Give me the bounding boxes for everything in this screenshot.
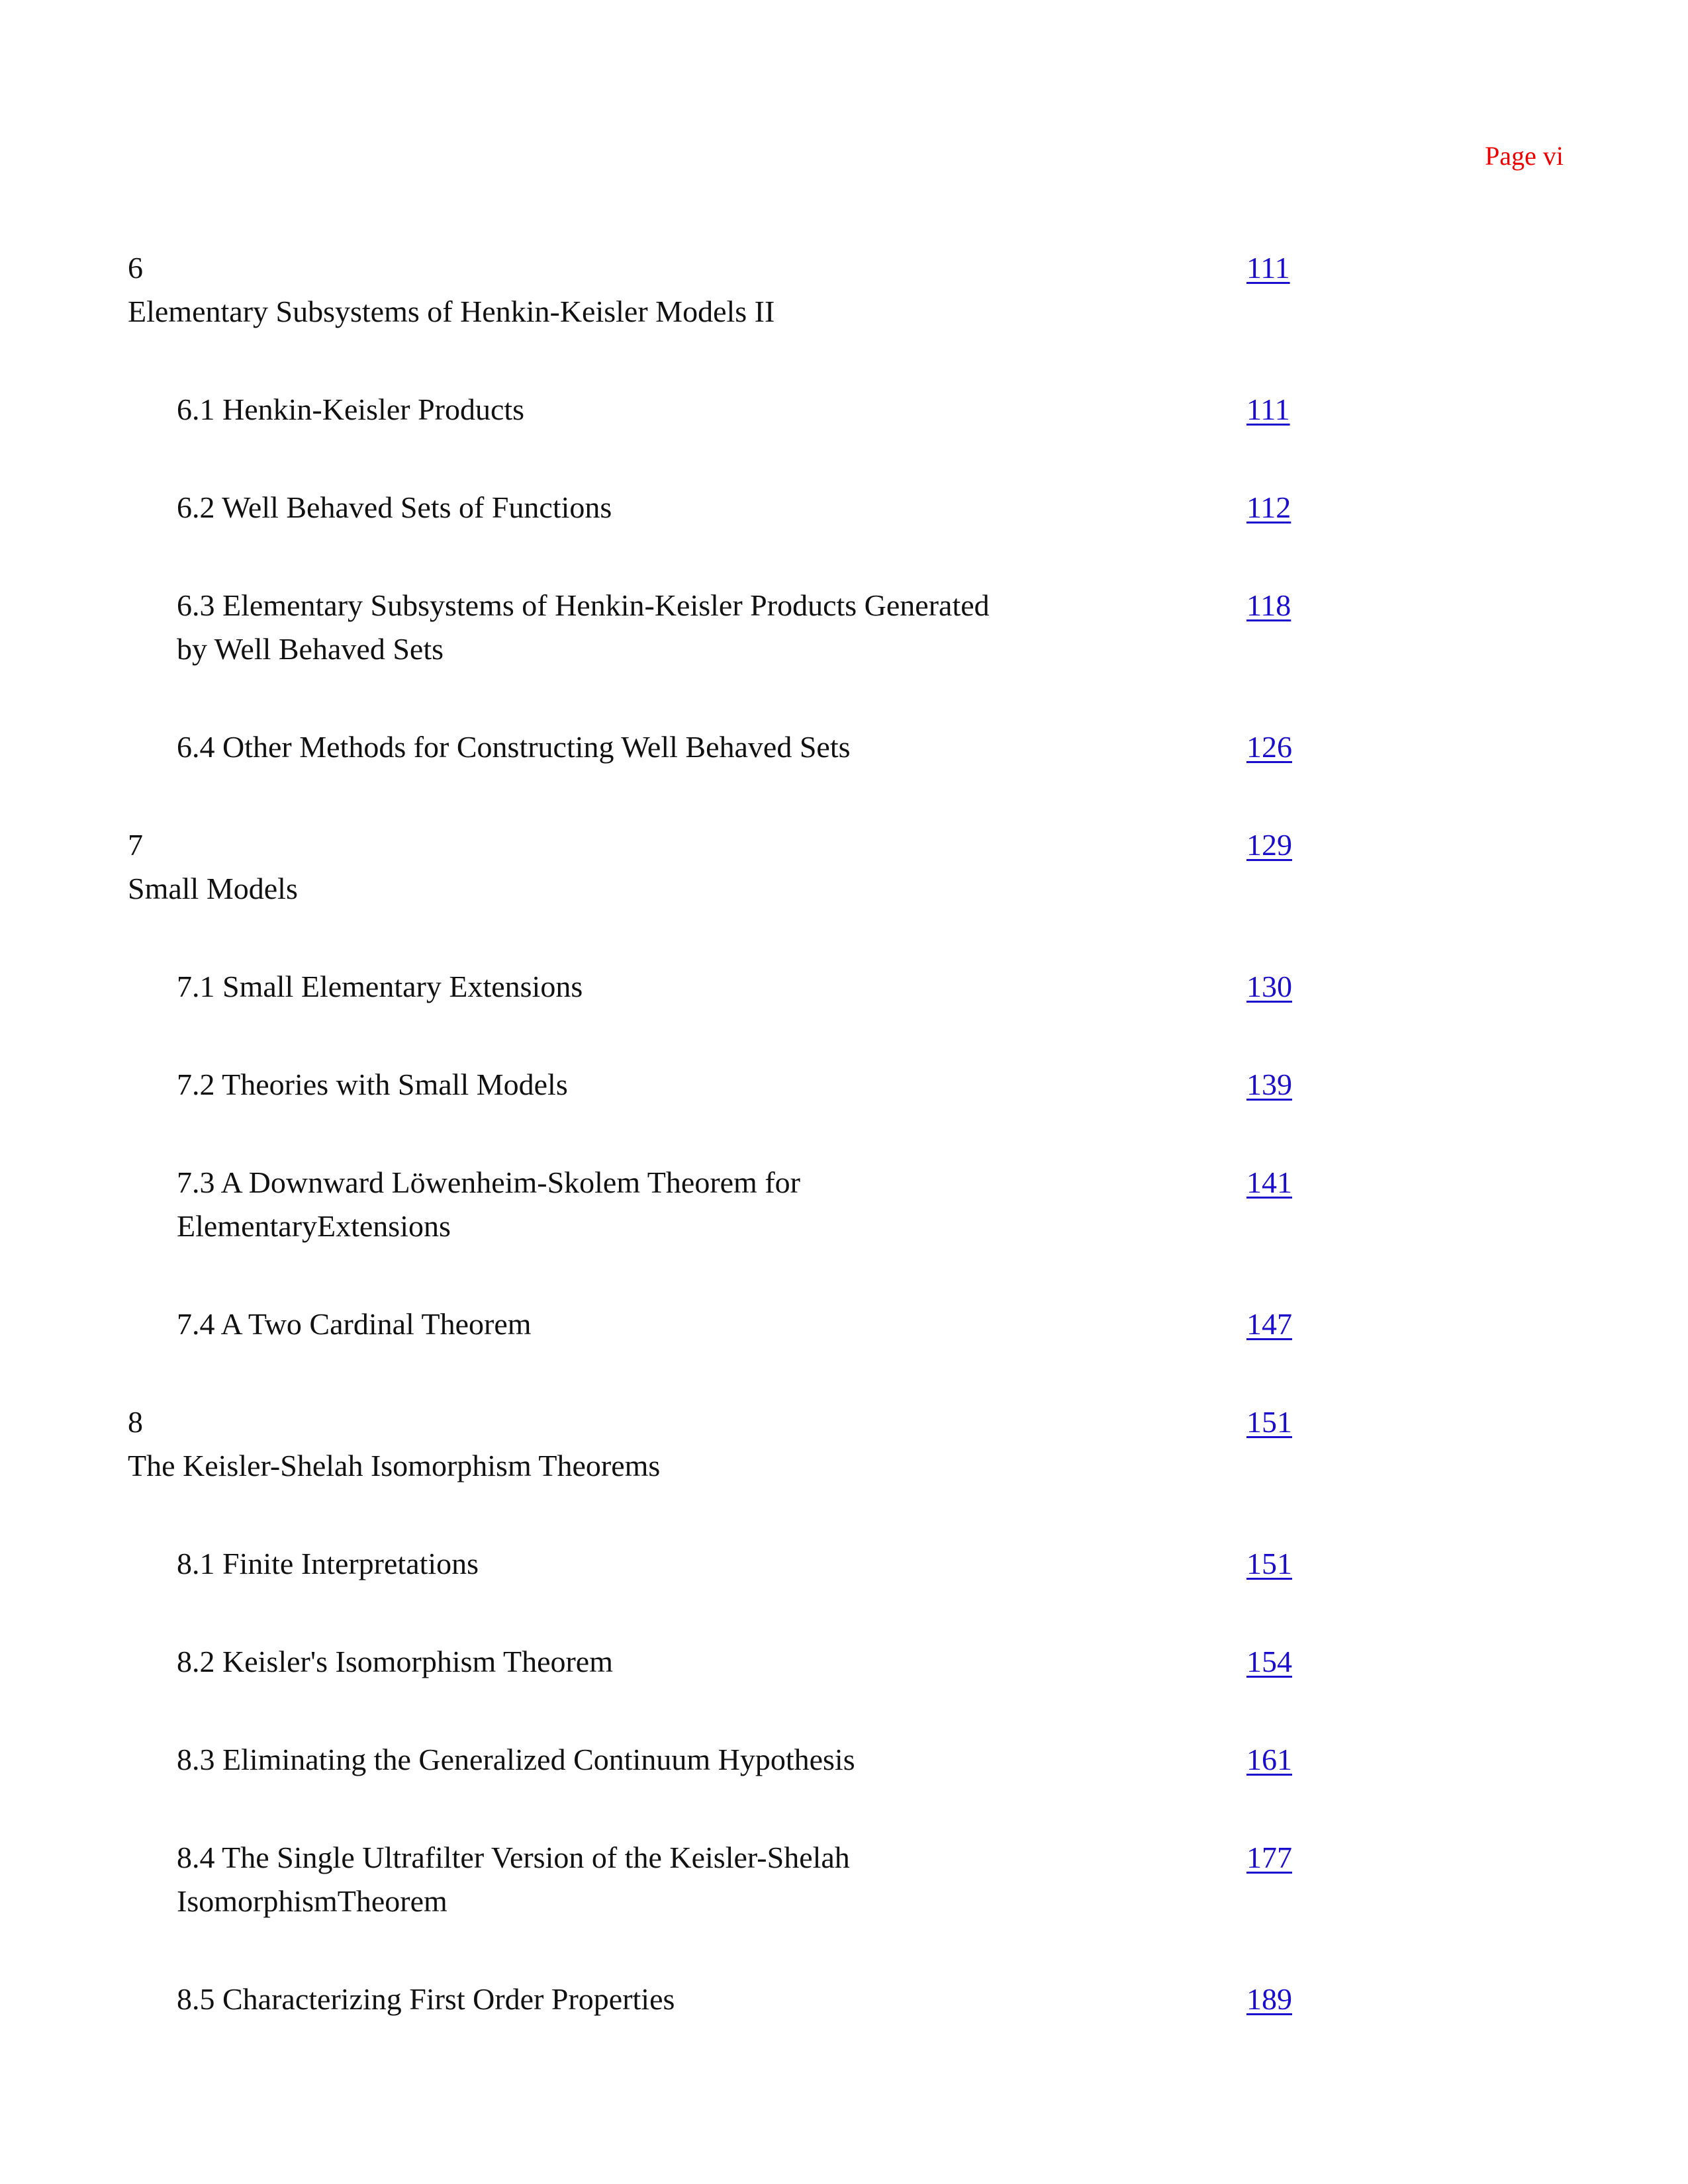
section-title: 8.3 Eliminating the Generalized Continuum Hypothesis — [177, 1743, 855, 1776]
toc-section-8-5 — [128, 1978, 1319, 2021]
toc-section-6-1 — [128, 388, 1319, 432]
section-title: 8.1 Finite Interpretations — [177, 1547, 479, 1580]
section-title: 6.4 Other Methods for Constructing Well Behaved Sets — [177, 730, 851, 764]
chapter-number: 7 — [128, 828, 143, 862]
page-link[interactable]: 151 — [1246, 1547, 1292, 1580]
section-title-line-1: 8.4 The Single Ultrafilter Version of the Keisler-Shelah — [177, 1841, 850, 1874]
page-link[interactable]: 118 — [1246, 588, 1291, 622]
page-link[interactable]: 111 — [1246, 392, 1290, 426]
page-link[interactable]: 151 — [1246, 1405, 1292, 1439]
toc-section-8-1 — [128, 1542, 1319, 1586]
page-link[interactable]: 189 — [1246, 1982, 1292, 2016]
toc-chapter-7 — [128, 823, 1319, 911]
toc-section-7-2 — [128, 1063, 1319, 1107]
toc-section-6-3 — [128, 584, 1319, 671]
page-link[interactable]: 177 — [1246, 1841, 1292, 1874]
toc-section-8-2 — [128, 1640, 1319, 1684]
toc-section-7-1 — [128, 965, 1319, 1009]
page-link[interactable]: 129 — [1246, 828, 1292, 862]
page-link[interactable]: 154 — [1246, 1645, 1292, 1678]
page-link[interactable]: 141 — [1246, 1165, 1292, 1199]
section-title-line-2: IsomorphismTheorem — [177, 1884, 447, 1918]
section-title: 7.4 A Two Cardinal Theorem — [177, 1307, 532, 1341]
toc-section-6-4 — [128, 725, 1319, 769]
toc-chapter-6 — [128, 246, 1319, 334]
page-link[interactable]: 111 — [1246, 251, 1290, 285]
section-title: 8.5 Characterizing First Order Properties — [177, 1982, 675, 2016]
section-title-line-1: 7.3 A Downward Löwenheim-Skolem Theorem for — [177, 1165, 800, 1199]
section-title-line-2: by Well Behaved Sets — [177, 632, 444, 666]
table-of-contents — [128, 246, 1319, 2075]
chapter-title: Small Models — [128, 872, 298, 905]
chapter-number: 6 — [128, 251, 143, 285]
section-title: 7.1 Small Elementary Extensions — [177, 970, 583, 1003]
section-title-line-2: ElementaryExtensions — [177, 1209, 451, 1243]
section-title-line-1: 6.3 Elementary Subsystems of Henkin-Keisler Products Generated — [177, 588, 990, 622]
page-link[interactable]: 139 — [1246, 1068, 1292, 1101]
toc-section-8-4 — [128, 1836, 1319, 1923]
chapter-number: 8 — [128, 1405, 143, 1439]
chapter-title: Elementary Subsystems of Henkin-Keisler Models II — [128, 295, 775, 328]
section-title: 6.2 Well Behaved Sets of Functions — [177, 490, 612, 524]
section-title: 6.1 Henkin-Keisler Products — [177, 392, 525, 426]
page-link[interactable]: 161 — [1246, 1743, 1292, 1776]
page-link[interactable]: 147 — [1246, 1307, 1292, 1341]
section-title: 7.2 Theories with Small Models — [177, 1068, 568, 1101]
toc-section-7-3 — [128, 1161, 1319, 1248]
toc-section-6-2 — [128, 486, 1319, 529]
page-link[interactable]: 126 — [1246, 730, 1292, 764]
page-link[interactable]: 112 — [1246, 490, 1291, 524]
page-number-label: Page vi — [1485, 141, 1564, 171]
toc-section-8-3 — [128, 1738, 1319, 1782]
toc-section-7-4 — [128, 1302, 1319, 1346]
page-link[interactable]: 130 — [1246, 970, 1292, 1003]
toc-chapter-8 — [128, 1400, 1319, 1488]
chapter-title: The Keisler-Shelah Isomorphism Theorems — [128, 1449, 661, 1482]
section-title: 8.2 Keisler's Isomorphism Theorem — [177, 1645, 614, 1678]
